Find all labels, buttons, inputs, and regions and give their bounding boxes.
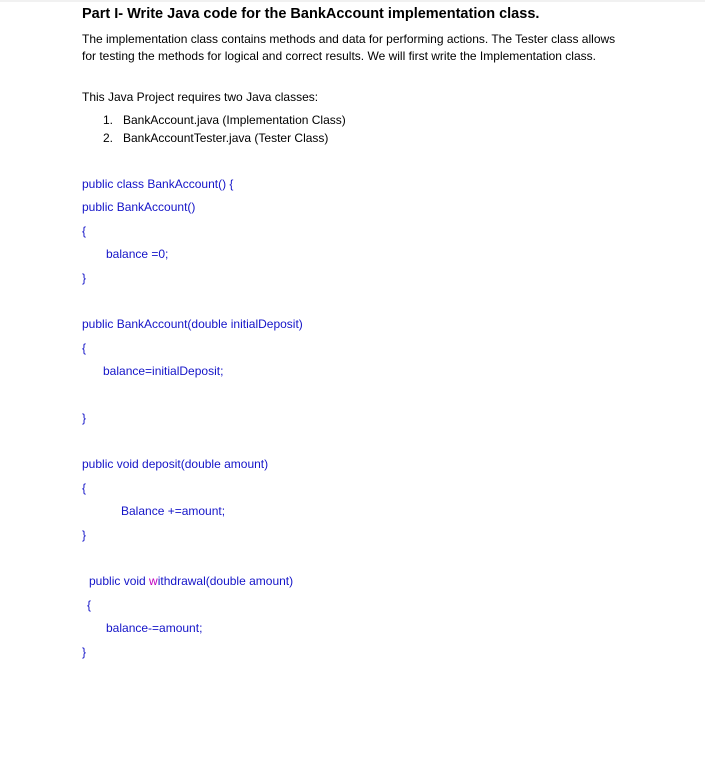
code-line-param-constructor: public BankAccount(double initialDeposit) — [82, 317, 303, 331]
list-item — [103, 130, 346, 148]
code-line-balance-initial: balance=initialDeposit; — [103, 364, 224, 378]
classes-list — [103, 112, 346, 147]
code-close-brace: } — [82, 528, 87, 542]
code-highlighted-char: w — [149, 574, 158, 588]
code-line-deposit-method: public void deposit(double amount) — [82, 457, 269, 471]
intro-text: This Java Project requires two Java classes: — [82, 90, 319, 104]
code-close-brace: } — [82, 271, 87, 285]
page-top-edge — [0, 0, 705, 2]
list-item-text: BankAccount.java (Implementation Class) — [123, 113, 346, 127]
code-open-brace: { — [82, 341, 87, 355]
code-open-brace: { — [87, 598, 92, 612]
code-line-balance-init: balance =0; — [106, 247, 169, 261]
section-heading: Part I- Write Java code for the BankAccount implementation class. — [82, 6, 540, 22]
list-item — [103, 112, 346, 130]
code-line-class-declaration: public class BankAccount() { — [82, 177, 234, 191]
code-open-brace: { — [82, 481, 87, 495]
code-open-brace: { — [82, 224, 87, 238]
code-text: public void — [89, 574, 150, 588]
code-line-balance-subtract: balance-=amount; — [106, 621, 203, 635]
code-line-withdrawal-method — [89, 574, 293, 588]
code-line-balance-add: Balance +=amount; — [121, 504, 226, 518]
description-paragraph: The implementation class contains methods and data for performing actions. The Tester class allows for testing the methods for logical and correct results. We will first write the Implementation class. — [82, 32, 616, 63]
list-item-text: BankAccountTester.java (Tester Class) — [123, 130, 329, 145]
code-line-default-constructor: public BankAccount() — [82, 200, 196, 214]
list-item-number: 2. — [103, 130, 114, 145]
code-text: ithdrawal(double amount) — [157, 574, 294, 588]
code-close-brace: } — [82, 645, 87, 659]
code-close-brace: } — [82, 411, 87, 425]
list-item-number: 1. — [103, 113, 114, 127]
